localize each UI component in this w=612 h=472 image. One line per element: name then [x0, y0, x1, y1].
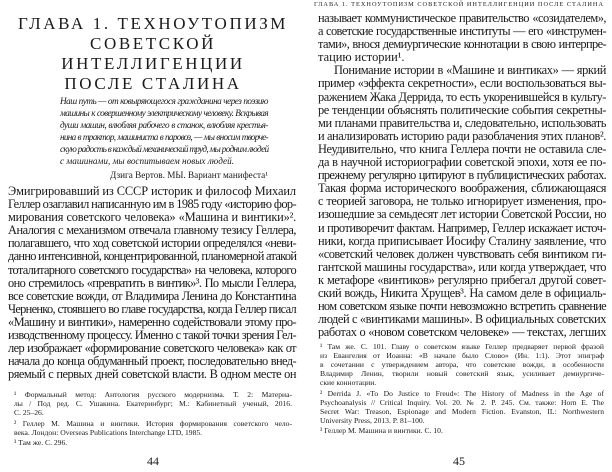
text-line: скую радость в каждый механический труд, мы родним людей [60, 144, 269, 154]
body-text [8, 185, 296, 381]
text-line: ники, когда приписывает Иосифу Сталину заявление, что [318, 233, 606, 248]
text-line: из Евангелия от Иоанна: «В начале было Слово» (Ин. 1:1). Этот эпиграф [320, 351, 604, 360]
text-line: лы / Под ред. С. Ушакина. Екатеринбург; М.: Кабинетный ученый, 2016. [14, 399, 292, 408]
text-line: в сочетании с утверждением автора, что советские вожди, в особенности [320, 360, 604, 369]
text-line: Psychoanalysis // Critical Inquiry. Vol. 20. № 2. P. 245. См. также: Horn E. The [320, 397, 604, 407]
text-line: Эмигрировавший из СССР историк и философ Михаил [8, 184, 297, 198]
text-line: с теорией заговора, не только игнорирует изменения, про- [318, 194, 606, 209]
text-line: Понимание истории в «Машине и винтиках» — яркий [334, 63, 606, 78]
text-line: ряемый с первых дней советской власти. В одном месте он [8, 367, 296, 382]
text-line: тами», внося демиургические коннотации в свою интерпре- [318, 37, 606, 52]
text-line: С. 25–26. [14, 408, 44, 417]
text-line: нина в трактор, машиниста в паровоз, — мы вносим творче- [60, 132, 268, 142]
right-page [306, 0, 612, 472]
text-line: называет коммунистическое правительство «созидателем», [318, 11, 606, 25]
footnotes [320, 342, 604, 437]
text-line: к метафоре «винтиков» регулярно прибегал другой совет- [318, 272, 606, 287]
text-line: ³ Геллер М. Машина и винтики. С. 10. [320, 426, 443, 435]
body-text [318, 12, 606, 339]
text-line: ² Геллер М. Машина и винтики. История формирования советского чело- [14, 418, 292, 428]
text-line: с машинами, мы воспитываем новых людей. [60, 156, 235, 166]
text-line: все советские вожди, от Владимира Ленина до Константина [8, 288, 296, 303]
text-line: мирования советского человека» «Машина и винтики»². [8, 210, 296, 225]
text-line: гантской машины государства», или когда утверждает, что [318, 259, 606, 274]
text-line: века. Лондон: Overseas Publications Interchange LTD, 1985. [14, 427, 203, 437]
text-line: Владимир Ленин, творили новый советский язык, усиливает демиургиче- [320, 369, 604, 378]
text-line: и противоречит фактам. Например, Геллер искажает источ- [318, 220, 606, 235]
text-line: работах о «новом советском человеке» — текстах, легших [318, 325, 606, 340]
footnote [14, 419, 292, 437]
text-line: лер изображает «формирование советского человека» как от [8, 341, 296, 356]
footnote [14, 390, 292, 417]
footnote [320, 342, 604, 387]
text-line: ми планами правительства и, следовательно, использовать [318, 115, 606, 130]
footnote [320, 426, 604, 435]
text-line: полагавшего, что ход советской истории определялся «неви- [8, 236, 296, 251]
epigraph-attribution: Дзига Вертов. МЫ. Вариант манифеста¹ [109, 170, 268, 180]
text-line: а советские государственные институты — его «инструмен- [318, 24, 606, 39]
epigraph [60, 95, 268, 167]
text-line: начала до конца обдуманный проект, последовательно внед- [8, 354, 296, 369]
text-line: машины к совершенному электрическому человеку. Вскрывая [60, 108, 268, 118]
text-line: ские коннотации. [320, 378, 377, 387]
running-head: ГЛАВА 1. ТЕХНОУТОПИЗМ СОВЕТСКОЙ ИНТЕЛЛИГЕНЦИИ ПОСЛЕ СТАЛИНА [313, 1, 605, 8]
text-line: ражением Жака Деррида, то есть укоренившейся в культу- [318, 89, 606, 104]
chapter-title-line: СОВЕТСКОЙ ИНТЕЛЛИГЕНЦИИ [61, 34, 245, 73]
text-line: University Press, 2013. P. 81–100. [320, 415, 425, 425]
text-line: ре тенденции объяснять политические события секретны- [318, 102, 606, 117]
text-line: ном советском языке почти невозможно встретить сравнение [318, 299, 606, 314]
chapter-title [0, 14, 306, 94]
text-line: прежнему регулярно цитируют в публицистических работах. [318, 168, 606, 183]
text-line: изошедшие за семьдесят лет истории Советской России, но [318, 207, 606, 222]
text-line: ¹ Формальный метод: Антология русского модернизма. Т. 2: Материа- [14, 390, 292, 399]
text-line: людей с «винтиками машины». В официальных советских [318, 312, 606, 327]
text-line: ¹ Там же. С. 101. Главу о советском языке Геллер предваряет первой фразой [320, 342, 604, 351]
text-line: да в научной историографии советской эпохи, хотя ее по- [318, 155, 606, 170]
chapter-title-line: ГЛАВА 1. ТЕХНОУТОПИЗМ [17, 14, 289, 33]
text-line: Аналогия с механизмом отвечала главному тезису Геллера, [8, 223, 296, 238]
text-line: изводственному процессу. Именно с такой точки зрения Гел- [8, 328, 296, 343]
text-line: Secret War: Treason, Espionage and Modern Fiction. Evanston, IL: Northwestern [320, 406, 604, 416]
text-line: пример «эффекта секретности», если воспользоваться вы- [318, 76, 606, 91]
text-line: ³ Там же. С. 296. [14, 438, 68, 447]
text-line: данно интенсивной, концентрированной, планомерной атакой [8, 249, 297, 264]
text-line: души машин, влюбляя рабочего в станок, влюбляя крестья- [60, 120, 268, 130]
text-line: Черненко, стоявшего во главе государства, когда Геллер писал [8, 301, 296, 316]
text-line: «Машину и винтики», намеренно содействовали этому про- [8, 314, 296, 329]
text-line: тацию истории¹. [318, 50, 405, 65]
text-line: Неудивительно, что книга Геллера почти не оставила сле- [318, 141, 606, 156]
text-line: Такая форма исторического воображения, сближающаяся [318, 181, 606, 196]
footnote [14, 438, 292, 447]
page-number: 44 [147, 454, 159, 468]
footnote [320, 389, 604, 425]
page-number: 45 [453, 454, 465, 468]
text-line: ² Derrida J. «To Do Justice to Freud»: The History of Madness in the Age of [320, 388, 604, 398]
footnotes [14, 390, 292, 449]
text-line: тоталитарного советского государства» на человека, которого [8, 262, 296, 277]
text-line: и анализировать историю ради разоблачения этих планов². [318, 128, 606, 143]
text-line: Наш путь — от ковыряющегося гражданина через поэзию [60, 96, 268, 106]
text-line: ский вождь, Никита Хрущев³. На самом деле в официаль- [318, 285, 606, 300]
text-line: «советский человек должен чувствовать себя винтиком ги- [318, 246, 606, 261]
text-line: Геллер озаглавил написанную им в 1985 году «историю фор- [8, 197, 297, 212]
text-line: оно стремилось «превратить в винтик»³. По мысли Геллера, [8, 275, 296, 290]
chapter-title-line: ПОСЛЕ СТАЛИНА [64, 74, 242, 93]
